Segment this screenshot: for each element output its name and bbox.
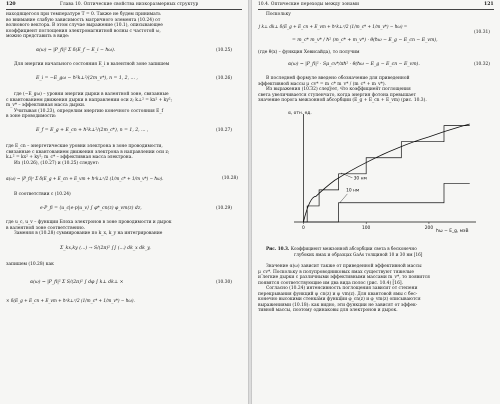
- equation: × δ(E_g + E_cn + E_vm + ħ²k⊥²/2 (1/m_c* + 1/m_v*) − ħω).: [6, 298, 135, 303]
- text-line: где (−E_gω) – уровни энергии дырки в валентной зоне, связанные: [14, 92, 169, 97]
- text-line: находящегося при температуре T = 0. Также не будем принимать: [6, 12, 161, 17]
- page-number: 120: [6, 2, 16, 7]
- text-line: появятся соответствующие им два вида полос (рис. 10.4) [16].: [258, 280, 403, 286]
- text-line: значение порога межзонной абсорбции (E_g + E_cn + E_vm) (рис. 10.3).: [258, 98, 427, 103]
- running-head: 10.4. Оптические переходы между зонами: [258, 2, 360, 7]
- equation: α(ω) ~ |P_fi|² Σ S/(2π)² ∫ dφ ∫ k⊥ dk⊥ ×: [30, 280, 124, 285]
- caption-line: Коэффициент межзонной абсорбции света в бесконечно: [290, 246, 417, 251]
- series-line-1: [303, 183, 469, 222]
- running-head: Глава 10. Оптические свойства низкоразмерных структур: [60, 2, 199, 7]
- equation-number: (10.29): [216, 206, 232, 211]
- equation: E_i = −E_gω − ħ²k⊥²/(2m_v*), n = 1, 2, ... ,: [36, 76, 138, 81]
- equation: α(ω) ~ |P_fi|² · Sμ_cv*/πħ² · θ(ħω − E_g − E_cn − E_vm).: [288, 62, 420, 67]
- text-line: где u_c, u_v – функции Блоха электронов в зоне проводимости и дырок: [6, 220, 172, 225]
- equation-number: (10.27): [216, 128, 232, 133]
- left-page: [0, 0, 248, 404]
- text-line: связанные с квантованием движения электрона в направлении оси z;: [6, 149, 170, 155]
- x-tick-label: 100: [361, 226, 371, 231]
- divider: [258, 9, 494, 10]
- equation-number: (10.28): [222, 176, 238, 181]
- equation: ∫ k⊥ dk⊥ δ(E_g + E_cn + E_vm + ħ²k⊥²/2 (1/m_c* + 1/m_v*) − ħω) =: [258, 24, 408, 29]
- text-line: Поскольку: [266, 12, 291, 17]
- equation-number: (10.32): [474, 62, 490, 67]
- equation: = m_c* m_v* / ħ² (m_c* + m_v*) · θ(ħω − E_g − E_cn − E_vm),: [292, 38, 438, 43]
- page-number: 121: [484, 2, 494, 7]
- text-line: перекрывания функций φ_cn(z) и φ_vm(z). Для квантовой ямы с бес-: [258, 291, 418, 297]
- x-tick-label: 0: [302, 226, 305, 231]
- text-line: В последней формуле введено обозначение для приведенной: [266, 76, 410, 81]
- text-line: в валентной зоне соответственно.: [6, 225, 86, 231]
- equation: Σ_kx,ky (...) → S/(2π)² ∫∫ (...) dk_x dk_y,: [60, 246, 151, 251]
- text-line: в зоне проводимости:: [6, 114, 57, 119]
- text-line: и легкие дырки с различными эффективными массами m_v*, то появится: [258, 275, 430, 280]
- equation-number: (10.26): [216, 76, 232, 81]
- annotation-label: 30 нм: [353, 176, 367, 182]
- figure-caption: [266, 246, 417, 251]
- equation: α(ω) ~ |P_fi|² Σ δ(E_g + E_cn + E_vm + ħ²k⊥²/2 (1/m_c* + 1/m_v*) − ħω).: [6, 176, 164, 181]
- text-line: Из (10.26), (10.27) и (10.25) следует:: [14, 160, 100, 166]
- text-line: коэффициент поглощения электромагнитной волны с частотой ω,: [6, 28, 161, 34]
- absorption-chart: [266, 104, 486, 242]
- text-line: В соответствии с (10.24): [14, 192, 71, 197]
- text-line: Заменяя в (10.28) суммирование по k_x, k_y на интегрирование: [14, 231, 163, 236]
- text-line: во внимание слабую зависимость матричного элемента (10.24) от: [6, 17, 161, 23]
- equation-number: (10.31): [474, 30, 490, 35]
- text-line: Из выражения (10.32) следует, что коэффициент поглощения: [266, 87, 411, 92]
- text-line: Для энергии начального состояния E_i в валентной зоне запишем: [14, 62, 170, 67]
- text-line: Согласно (10.24) интенсивность поглощения зависит от степени: [266, 286, 418, 291]
- text-line: k⊥² = kx² + ky²; m_c* – эффективная масса электрона.: [6, 155, 133, 160]
- equation: E_f = E_g + E_cn + ħ²k⊥²/(2m_c*), n = 1, 2, ... ,: [36, 128, 149, 133]
- text-line: где E_cn – энергетические уровни электрона в зоне проводимости,: [6, 144, 163, 149]
- text-line: (где θ(x) – функция Хевисайда), то получим: [258, 50, 360, 55]
- text-line: μ_cv*. Поскольку в полупроводниковых ямах существуют тяжелые: [258, 269, 414, 275]
- text-line: m_v* – эффективная масса дырки.: [6, 103, 86, 108]
- equation-number: (10.25): [216, 48, 232, 53]
- right-page: [252, 0, 500, 404]
- annotation-leader: [340, 194, 348, 203]
- caption-label: Рис. 10.3.: [266, 246, 290, 251]
- text-line: можно представить в виде:: [6, 34, 70, 39]
- x-axis-label: ħω − E_g, мэВ: [436, 229, 469, 234]
- text-line: Значение α(ω) зависит также от приведенной эффективной массы: [266, 264, 422, 269]
- equation: e·P_fi = ⟨u_c|e·p|u_v⟩ ∫ φ*_cn(z) φ_vm(z) dz,: [40, 206, 142, 211]
- divider: [6, 9, 242, 10]
- series-line-0: [303, 126, 469, 222]
- caption-line: глубоких ямах и образцах GaAs толщиной 10 и 30 нм [16]: [294, 251, 423, 257]
- text-line: с квантованием движения дырки в направлении оси z; k⊥² = kx² + ky²;: [6, 97, 173, 103]
- equation-number: (10.30): [216, 280, 232, 285]
- text-line: волнового вектора. В этом случае выражение (10.1), описывающее: [6, 23, 163, 28]
- annotation-label: 10 нм: [346, 188, 360, 194]
- y-axis-label: α, отн. ед.: [288, 111, 312, 116]
- equation: α(ω) ~ |P_fi|² Σ δ(E_f − E_i − ħω).: [36, 48, 116, 53]
- series-line-2: [303, 124, 469, 222]
- text-line: эффективной массы μ_cv* = m_c* m_v* / (m_c* + m_v*).: [258, 81, 386, 87]
- text-line: конечно высокими стенками функции φ_cn(z) и φ_vm(z) описываются: [258, 297, 421, 302]
- text-line: света увеличивается ступенчато, когда энергия фотона превышает: [258, 92, 416, 98]
- x-tick-label: 200: [424, 226, 434, 231]
- text-line: запишем (10.28) как: [6, 262, 54, 267]
- text-line: выражениями (10.18): как видно, эти функции не зависят от эффек-: [258, 302, 418, 308]
- text-line: Учитывая (10.23), определим энергию конечного состояния E_f: [14, 108, 164, 114]
- text-line: тивной массы, поэтому одинаковы для электронов и дырок.: [258, 308, 398, 313]
